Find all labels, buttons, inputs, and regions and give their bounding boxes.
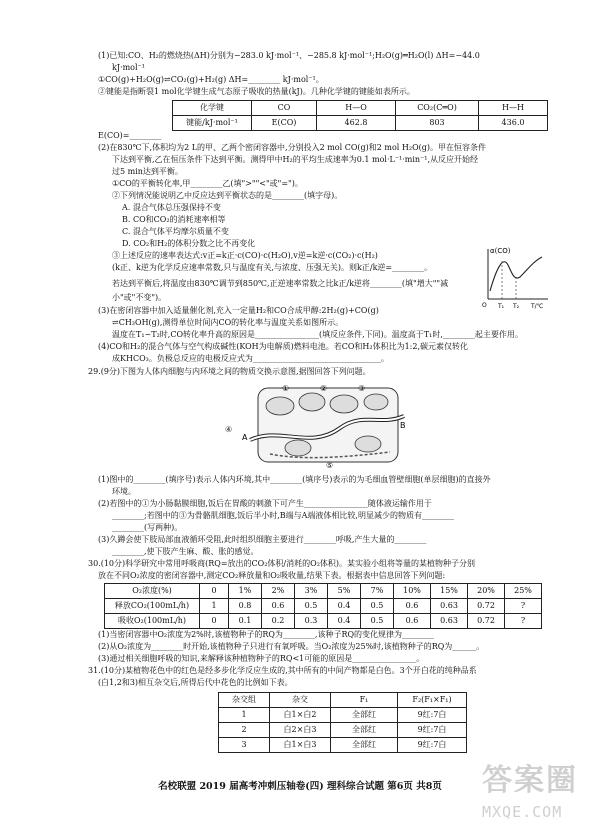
q28-line-6: (2)在830℃下,体积均为2 L的甲、乙两个密闭容器中,分别投入2 mol CO(g)和2 mol H₂O(g)。甲在恒容条件 (98, 143, 487, 152)
cross-cell: 1 (219, 708, 270, 723)
tissue-cell (364, 394, 388, 410)
rq-cell: ? (505, 599, 542, 614)
q28-option-d: D. CO₂和H₂的体积分数之比不再变化 (122, 239, 256, 248)
q28-line-4: ②键能是指断裂1 mol化学键生成气态原子吸收的热量(kJ)。几种化学键的键能如表所示。 (98, 87, 415, 96)
q30-line-3: (1)当密闭容器中O₂浓度为2%时,该植物种子的RQ为________,该种子RQ的变化规律为________ (98, 630, 435, 639)
bond-header-cell: H—O (317, 101, 396, 116)
rq-cell: 0.72 (468, 599, 505, 614)
q28-line-15: (3)在密闭容器中加入适量催化剂,充入一定量H₂和CO合成甲醇:2H₂(g)+CO(g) (98, 306, 379, 315)
rq-header-cell: O₂浓度(%) (105, 584, 200, 599)
tissue-diagram (240, 382, 410, 470)
rq-cell: 0.3 (295, 614, 328, 629)
bond-value-cell: 键能/kJ·mol⁻¹ (173, 116, 252, 131)
q30-line-4: (2)从O₂浓度为________时开始,该植物种子只进行有氧呼吸。当O₂浓度为25%时,该植物种子的RQ为______。 (98, 642, 485, 651)
rq-cell: 0.6 (262, 599, 295, 614)
rq-cell: 0.5 (361, 614, 394, 629)
cross-header-cell: F₂(F₁×F₁) (398, 693, 467, 708)
bond-header-cell: H—H (479, 101, 548, 116)
tissue-cell (330, 395, 358, 413)
q29-line-5: ________(写两种)。 (112, 523, 183, 532)
rq-cell: 0.5 (361, 599, 394, 614)
rq-header-cell: 1% (229, 584, 262, 599)
rq-cell: 0.6 (394, 599, 431, 614)
rq-header-cell: 5% (328, 584, 361, 599)
rq-cell: 吸收O₂(100mL/h) (105, 614, 200, 629)
q28-option-c: C. 混合气体平均摩尔质量不变 (122, 227, 229, 236)
label-3: ③ (358, 384, 366, 393)
q28-line-11: ③上述反应的速率表达式:v正=k正·c(CO)·c(H₂O),v逆=k逆·c(CO₂)·c(H₂) (112, 251, 378, 260)
cross-cell: 白1×白2 (270, 708, 331, 723)
q28-line-8: 过5 min达到平衡。 (112, 167, 183, 176)
q31-line-1: 31.(10分)某植物花色中的红色是经多步化学反应生成的,其中所有的中间产物都是白色。3个开白花的纯种品系 (88, 666, 477, 675)
q29-line-7: ________,使下肢产生麻、酸、胀的感觉。 (112, 547, 259, 556)
q28-line-14: 小"或"不变")。 (112, 293, 167, 302)
label-b: B (400, 421, 406, 430)
rq-cell: ? (505, 614, 542, 629)
tissue-cell (285, 440, 311, 456)
graph-y-label: α(CO) (490, 247, 511, 255)
cross-row (219, 738, 467, 753)
q30-line-1: 30.(10分)科学研究中常用呼吸商(RQ=放出的CO₂体积/消耗的O₂体积)。某实验小组将等量的某植物种子分别 (88, 559, 476, 568)
rq-cell: 0.63 (431, 599, 468, 614)
tissue-cell (299, 393, 325, 411)
q28-line-10: ②下列情况能说明乙中反应达到平衡状态的是________(填字母)。 (112, 191, 343, 200)
cross-header-cell: 杂交 (270, 693, 331, 708)
q28-line-13: 若达到平衡后,将温度由830℃调节到850℃,正逆速率常数之比k正/k逆将________(填"增大""减 (112, 279, 449, 288)
cross-row (219, 723, 467, 738)
label-4: ④ (225, 425, 233, 434)
rq-cell: 0.8 (229, 599, 262, 614)
q28-line-18: (4)CO和H₂的混合气体与空气构成碱性(KOH为电解质)燃料电池。若CO和H₂体积比为1:2,碳元素仅转化 (98, 342, 469, 351)
rq-table (104, 583, 542, 629)
label-2: ② (320, 384, 328, 393)
rq-cell: 0.2 (262, 614, 295, 629)
bond-header-cell: 化学键 (173, 101, 252, 116)
rq-header-cell: 2% (262, 584, 295, 599)
cross-cell: 全部红 (331, 723, 398, 738)
rq-cell: 0.4 (328, 599, 361, 614)
rq-header-cell: 7% (361, 584, 394, 599)
rq-header-cell: 15% (431, 584, 468, 599)
rq-cell: 释放CO₂(100mL/h) (105, 599, 200, 614)
rq-o2-row (105, 614, 542, 629)
q30-line-5: (3)通过相关细胞呼吸的知识,来解释该种植物种子的RQ<1可能的原因是________________。 (98, 654, 425, 663)
bond-energy-table (172, 100, 548, 131)
rq-header-cell: 0 (200, 584, 229, 599)
q28-line-17: 温度在T₁~T₂时,CO转化率升高的原因是________________(填反应条件,下同)。温度高于T₁时,________起主要作用。 (112, 330, 523, 339)
rq-cell: 0.63 (431, 614, 468, 629)
cross-row (219, 708, 467, 723)
cross-cell: 2 (219, 723, 270, 738)
cross-cell: 3 (219, 738, 270, 753)
graph-origin-label: O (482, 302, 487, 309)
co-conversion-graph (476, 243, 554, 313)
cross-header-cell: F₁ (331, 693, 398, 708)
q28-line-16: ⇌CH₃OH(g),测得单位时间内CO的转化率与温度关系如图所示。 (112, 318, 344, 327)
q29-line-1: (1)图中的________(填序号)表示人体内环境,其中________(填序号)表示的为毛细血管壁细胞(单层细胞)的直接外 (98, 475, 491, 484)
tissue-cell (266, 397, 294, 415)
rq-cell: 0.6 (394, 614, 431, 629)
q28-line-3: ①CO(g)+H₂O(g)⇌CO₂(g)+H₂(g) ΔH=________ kJ·mol⁻¹。 (98, 75, 324, 84)
q28-option-a: A. 混合气体总压强保持不变 (122, 203, 221, 212)
q31-line-2: (白1,2和3)相互杂交后,所得后代中花色的比例如下表。 (98, 678, 293, 687)
rq-cell: 0.5 (295, 599, 328, 614)
rq-header-cell: 10% (394, 584, 431, 599)
graph-t1-label: T₁ (498, 303, 505, 310)
q29-line-4: ________;若图中的③为骨骼肌细胞,饭后半小时,B端与A端液体相比较,明显减少的物质有________ (112, 511, 454, 520)
rq-co2-row (105, 599, 542, 614)
rq-cell: 0.72 (468, 614, 505, 629)
bond-value-cell: 462.8 (317, 116, 396, 131)
bond-header-cell: CO (252, 101, 317, 116)
bond-value-cell: 803 (396, 116, 479, 131)
rq-header-cell: 20% (468, 584, 505, 599)
cross-header-cell: 杂交组 (219, 693, 270, 708)
q29-line-2: 环境。 (112, 487, 136, 496)
bond-value-cell: E(CO) (252, 116, 317, 131)
label-a: A (242, 433, 248, 442)
rq-cell: 1 (200, 599, 229, 614)
q28-option-b: B. CO和CO₂的消耗速率相等 (122, 215, 226, 224)
q28-line-2: kJ·mol⁻¹ (112, 63, 145, 72)
q28-line-5: E(CO)=________ (98, 131, 162, 140)
rq-header-row (105, 584, 542, 599)
cross-header-row (219, 693, 467, 708)
q28-line-9: ①CO的平衡转化率,甲________乙(填">""<"或"=")。 (112, 179, 303, 188)
label-5: ⑤ (326, 461, 334, 470)
cross-cell: 白2×白3 (270, 723, 331, 738)
graph-t2-label: T₂ (513, 303, 520, 310)
rq-header-cell: 3% (295, 584, 328, 599)
q30-line-2: 放在不同O₂浓度的密闭容器中,测定CO₂释放量和O₂吸收量,结果下表。根据表中信息回答下列问题: (98, 571, 446, 580)
watermark-big-text: 答案圈 (482, 763, 578, 798)
q28-line-12: (k正、k逆为化学反应速率常数,只与温度有关,与浓度、压强无关)。则k正/k逆=________。 (112, 263, 433, 272)
q29-line-6: (3)久蹲会使下肢局部血液循环受阻,此时组织细胞主要进行________呼吸,产生大量的________ (98, 535, 427, 544)
bond-header-cell: CO₂(C═O) (396, 101, 479, 116)
watermark-logo (482, 761, 594, 821)
cross-cell: 9红:7白 (398, 723, 467, 738)
cross-table (218, 692, 467, 753)
q28-line-7: 下达到平衡,乙在恒压条件下达到平衡。测得甲中H₂的平均生成速率为0.1 mol·L⁻¹·min⁻¹,从反应开始经 (112, 155, 479, 164)
watermark-url-text: MXQE.COM (482, 802, 563, 821)
cross-cell: 白1×白3 (270, 738, 331, 753)
rq-cell: 0 (200, 614, 229, 629)
graph-x-label: T/℃ (531, 303, 544, 310)
q28-line-1: (1)已知:CO、H₂的燃烧热(ΔH)分别为−283.0 kJ·mol⁻¹、−285.8 kJ·mol⁻¹;H₂O(g)═H₂O(l) ΔH=−44.0 (98, 51, 480, 60)
rq-cell: 0.1 (229, 614, 262, 629)
q28-line-19: 成KHCO₃。负极总反应的电极反应式为________________________________。 (112, 354, 389, 363)
bond-value-cell: 436.0 (479, 116, 548, 131)
q29-line-3: (2)若图中的①为小肠黏膜细胞,饭后在胃酸的刺激下可产生________________随体液运输作用于 (98, 499, 432, 508)
cross-cell: 9红:7白 (398, 708, 467, 723)
cross-cell: 全部红 (331, 738, 398, 753)
page-footer: 名校联盟 2019 届高考冲刺压轴卷(四) 理科综合试题 第6页 共8页 (158, 781, 442, 792)
label-1: ① (282, 384, 290, 393)
cross-cell: 全部红 (331, 708, 398, 723)
tissue-cell (355, 436, 381, 452)
rq-cell: 0.4 (328, 614, 361, 629)
cross-cell: 9红:7白 (398, 738, 467, 753)
rq-header-cell: 25% (505, 584, 542, 599)
q29-heading: 29.(9分)下图为人体内细胞与内环境之间的物质交换示意图,据图回答下列问题。 (88, 367, 371, 376)
